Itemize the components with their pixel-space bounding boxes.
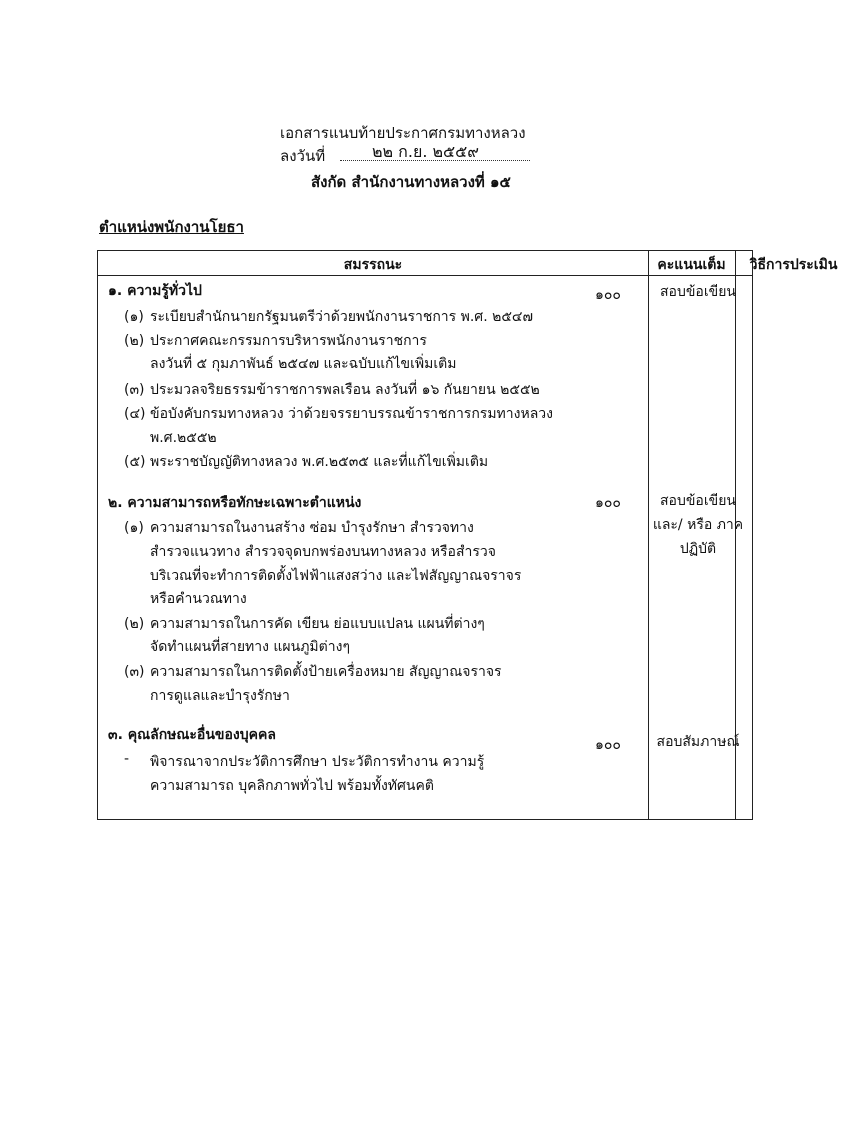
- section-method: สอบสัมภาษณ์: [656, 734, 740, 750]
- header-competency: สมรรถนะ: [343, 257, 403, 273]
- item-number: (๒): [124, 333, 145, 349]
- item-number: (๓): [124, 382, 145, 398]
- header-full-score: คะแนนเต็ม: [657, 257, 726, 273]
- item-number: (๑): [124, 520, 144, 536]
- item-text: ลงวันที่ ๕ กุมภาพันธ์ ๒๕๔๗ และฉบับแก้ไขเพิ่มเติม: [150, 356, 457, 372]
- competency-table: [97, 250, 838, 820]
- item-number: (๔): [124, 406, 146, 422]
- date-value: ๒๒ ก.ย. ๒๕๕๙: [372, 142, 479, 161]
- item-bullet: -: [124, 751, 130, 767]
- item-number: (๕): [124, 454, 146, 470]
- section-score: ๑๐๐: [595, 287, 621, 303]
- section-title: ๓. คุณลักษณะอื่นของบุคคล: [108, 727, 276, 743]
- item-text: ความสามารถในการคัด เขียน ย่อแบบแปลน แผนที่ต่างๆ: [150, 616, 485, 632]
- section-score: ๑๐๐: [595, 737, 621, 753]
- item-text: จัดทำแผนที่สายทาง แผนภูมิต่างๆ: [150, 639, 350, 655]
- item-number: (๒): [124, 616, 145, 632]
- item-text: ประมวลจริยธรรมข้าราชการพลเรือน ลงวันที่ ๑๖ กันยายน ๒๕๕๒: [150, 382, 540, 398]
- date-label: ลงวันที่: [280, 147, 326, 165]
- item-text: ความสามารถในการติดตั้งป้ายเครื่องหมาย สัญญาณจราจร: [150, 664, 502, 680]
- document-title: เอกสารแนบท้ายประกาศกรมทางหลวง: [280, 124, 526, 142]
- item-text: ข้อบังคับกรมทางหลวง ว่าด้วยจรรยาบรรณข้าราชการกรมทางหลวง: [150, 406, 553, 422]
- section-method: สอบข้อเขียน: [660, 284, 736, 300]
- item-text: บริเวณที่จะทำการติดตั้งไฟฟ้าแสงสว่าง และไฟสัญญาณจราจร: [150, 568, 522, 584]
- section-score: ๑๐๐: [595, 495, 621, 511]
- item-text: หรือคำนวณทาง: [150, 591, 247, 607]
- position-title: ตำแหน่งพนักงานโยธา: [99, 218, 244, 236]
- affiliation: สังกัด สำนักงานทางหลวงที่ ๑๕: [311, 173, 511, 191]
- item-text: ระเบียบสำนักนายกรัฐมนตรีว่าด้วยพนักงานราชการ พ.ศ. ๒๕๔๗: [150, 309, 534, 325]
- item-text: พระราชบัญญัติทางหลวง พ.ศ.๒๕๓๕ และที่แก้ไขเพิ่มเติม: [150, 454, 489, 470]
- item-text: สำรวจแนวทาง สำรวจจุดบกพร่องบนทางหลวง หรือสำรวจ: [150, 544, 496, 560]
- item-text: ประกาศคณะกรรมการบริหารพนักงานราชการ: [150, 333, 427, 349]
- header-method: วิธีการประเมิน: [749, 257, 838, 273]
- item-number: (๓): [124, 664, 145, 680]
- item-text: พิจารณาจากประวัติการศึกษา ประวัติการทำงาน ความรู้: [150, 754, 485, 770]
- section-title: ๑. ความรู้ทั่วไป: [108, 283, 202, 299]
- item-number: (๑): [124, 309, 144, 325]
- item-text: ความสามารถ บุคลิกภาพทั่วไป พร้อมทั้งทัศนคติ: [150, 778, 434, 794]
- item-text: ความสามารถในงานสร้าง ซ่อม บำรุงรักษา สำรวจทาง: [150, 520, 474, 536]
- section-method: สอบข้อเขียน และ/ หรือ ภาคปฏิบัติ: [652, 493, 744, 557]
- item-text: การดูแลและบำรุงรักษา: [150, 688, 290, 704]
- section-title: ๒. ความสามารถหรือทักษะเฉพาะตำแหน่ง: [108, 495, 362, 511]
- item-text: พ.ศ.๒๕๕๒: [150, 430, 217, 446]
